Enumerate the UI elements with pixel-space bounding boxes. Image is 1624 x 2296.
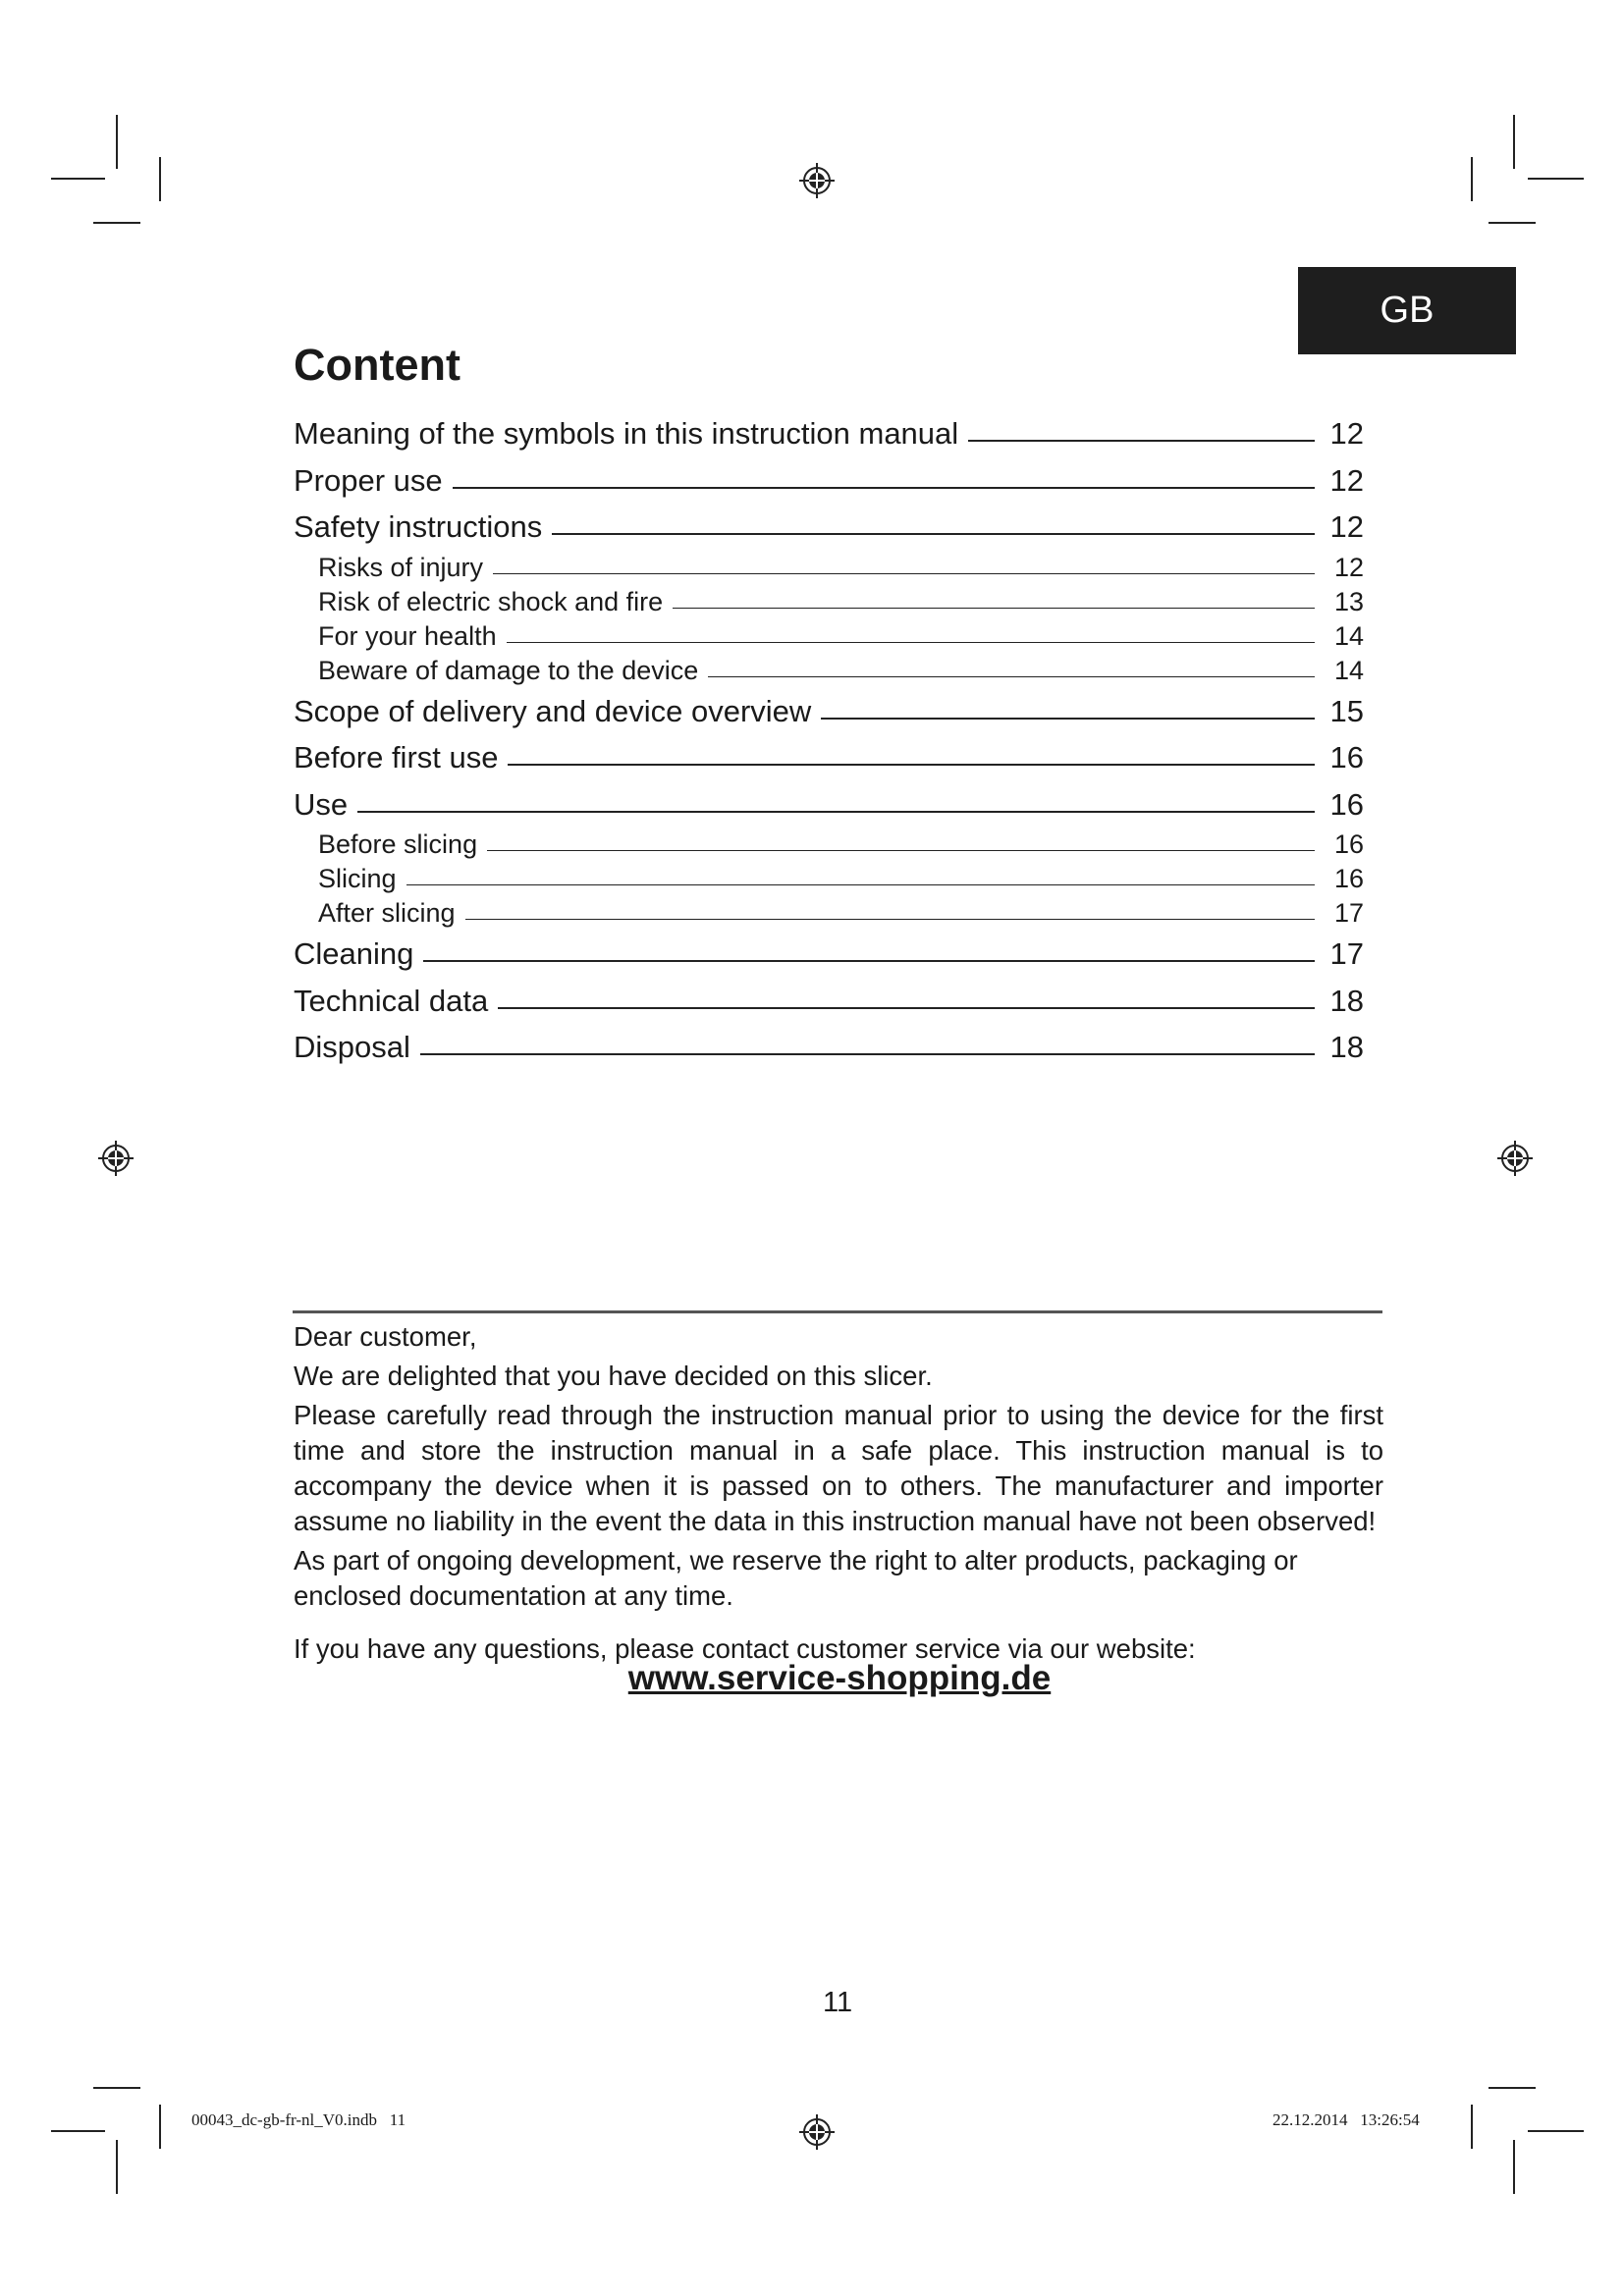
slug-date: 22.12.2014 13:26:54 (1272, 2110, 1420, 2129)
table-of-contents (294, 410, 1364, 1071)
intro-paragraph: We are delighted that you have decided on this slicer. (294, 1361, 933, 1391)
crop-mark (1528, 178, 1584, 180)
toc-page-number: 12 (1329, 416, 1364, 451)
toc-entry-title: Meaning of the symbols in this instruction manual (294, 416, 959, 451)
toc-entry[interactable] (294, 1024, 1364, 1071)
crop-mark (159, 157, 161, 201)
toc-page-number: 16 (1333, 864, 1364, 893)
toc-page-number: 18 (1329, 983, 1364, 1018)
toc-page-number: 14 (1333, 655, 1364, 685)
toc-leader-line (821, 718, 1315, 720)
crop-mark (1528, 2130, 1584, 2132)
toc-page-number: 13 (1333, 586, 1364, 616)
slug-file: 00043_dc-gb-fr-nl_V0.indb 11 (191, 2110, 406, 2129)
toc-leader-line (406, 884, 1315, 885)
page-title: Content (294, 340, 460, 390)
toc-entry[interactable] (294, 978, 1364, 1025)
toc-leader-line (507, 642, 1315, 643)
toc-leader-line (498, 1007, 1315, 1009)
toc-leader-line (423, 960, 1315, 962)
toc-entry-title: After slicing (318, 898, 456, 928)
toc-leader-line (493, 573, 1315, 574)
toc-page-number: 17 (1329, 936, 1364, 971)
toc-entry[interactable] (294, 457, 1364, 505)
toc-leader-line (673, 608, 1315, 609)
page-number: 11 (823, 1987, 853, 2018)
toc-entry-title: Cleaning (294, 936, 414, 971)
toc-page-number: 17 (1333, 898, 1364, 928)
toc-entry-title: Before slicing (318, 829, 478, 859)
toc-leader-line (508, 764, 1315, 766)
toc-leader-line (552, 533, 1315, 535)
registration-target-icon (96, 1139, 135, 1178)
toc-page-number: 16 (1329, 740, 1364, 774)
toc-page-number: 18 (1329, 1030, 1364, 1064)
toc-subentry[interactable] (294, 551, 1364, 585)
crop-mark (93, 222, 140, 224)
toc-subentry[interactable] (294, 619, 1364, 654)
toc-page-number: 14 (1333, 620, 1364, 651)
crop-mark (93, 2087, 140, 2089)
toc-subentry[interactable] (294, 862, 1364, 896)
crop-mark (51, 2130, 105, 2132)
contact-line: If you have any questions, please contact customer service via our website: (294, 1633, 1196, 1664)
toc-entry-title: Risk of electric shock and fire (318, 586, 664, 616)
toc-entry-title: Technical data (294, 983, 489, 1018)
crop-mark (116, 115, 118, 169)
crop-mark (116, 2140, 118, 2194)
crop-mark (51, 178, 105, 180)
toc-page-number: 15 (1329, 693, 1364, 728)
toc-entry-title: Safety instructions (294, 509, 543, 544)
toc-entry-title: For your health (318, 620, 497, 651)
toc-subentry[interactable] (294, 828, 1364, 862)
toc-entry-title: Use (294, 786, 349, 822)
crop-mark (1489, 2087, 1536, 2089)
greeting: Dear customer, (294, 1321, 477, 1352)
divider (293, 1310, 1382, 1313)
crop-mark (1513, 115, 1515, 169)
registration-target-icon (797, 161, 837, 200)
toc-page-number: 12 (1329, 462, 1364, 498)
crop-mark (1471, 2105, 1473, 2149)
toc-entry-title: Disposal (294, 1030, 410, 1064)
toc-entry-title: Beware of damage to the device (318, 655, 699, 685)
toc-entry[interactable] (294, 931, 1364, 978)
toc-entry[interactable] (294, 781, 1364, 828)
registration-target-icon (1495, 1139, 1535, 1178)
toc-entry[interactable] (294, 688, 1364, 735)
toc-leader-line (465, 919, 1315, 920)
toc-leader-line (453, 487, 1315, 489)
toc-page-number: 16 (1333, 829, 1364, 859)
toc-entry[interactable] (294, 410, 1364, 457)
toc-entry-title: Slicing (318, 864, 397, 893)
toc-entry-title: Risks of injury (318, 552, 484, 582)
crop-mark (1489, 222, 1536, 224)
intro-paragraph: As part of ongoing development, we reserve the right to alter products, packaging or enclosed documentation at any time. (294, 1545, 1298, 1611)
crop-mark (1513, 2140, 1515, 2194)
toc-entry-title: Scope of delivery and device overview (294, 693, 812, 728)
toc-page-number: 16 (1329, 786, 1364, 822)
toc-leader-line (968, 440, 1315, 442)
toc-leader-line (420, 1053, 1315, 1055)
intro-text (294, 1319, 1383, 1671)
intro-paragraph: Please carefully read through the instruction manual prior to using the device for the first time and store the instruction manual in a safe place. This instruction manual is to accompany the device when it is passed on to others. The manufacturer and importer assume no liability in the event the data in this instruction manual have not been observed! (294, 1400, 1383, 1536)
toc-leader-line (357, 811, 1315, 813)
toc-leader-line (487, 850, 1315, 851)
toc-subentry[interactable] (294, 654, 1364, 688)
toc-entry-title: Proper use (294, 462, 443, 498)
toc-subentry[interactable] (294, 896, 1364, 931)
toc-subentry[interactable] (294, 585, 1364, 619)
toc-page-number: 12 (1329, 509, 1364, 544)
crop-mark (159, 2105, 161, 2149)
language-tab-label: GB (1380, 290, 1435, 331)
website-link[interactable]: www.service-shopping.de (627, 1659, 1052, 1697)
toc-leader-line (708, 676, 1315, 677)
registration-target-icon (797, 2112, 837, 2152)
toc-entry[interactable] (294, 504, 1364, 551)
toc-entry[interactable] (294, 734, 1364, 781)
toc-page-number: 12 (1333, 552, 1364, 582)
language-tab (1298, 267, 1516, 354)
toc-entry-title: Before first use (294, 740, 499, 774)
crop-mark (1471, 157, 1473, 201)
